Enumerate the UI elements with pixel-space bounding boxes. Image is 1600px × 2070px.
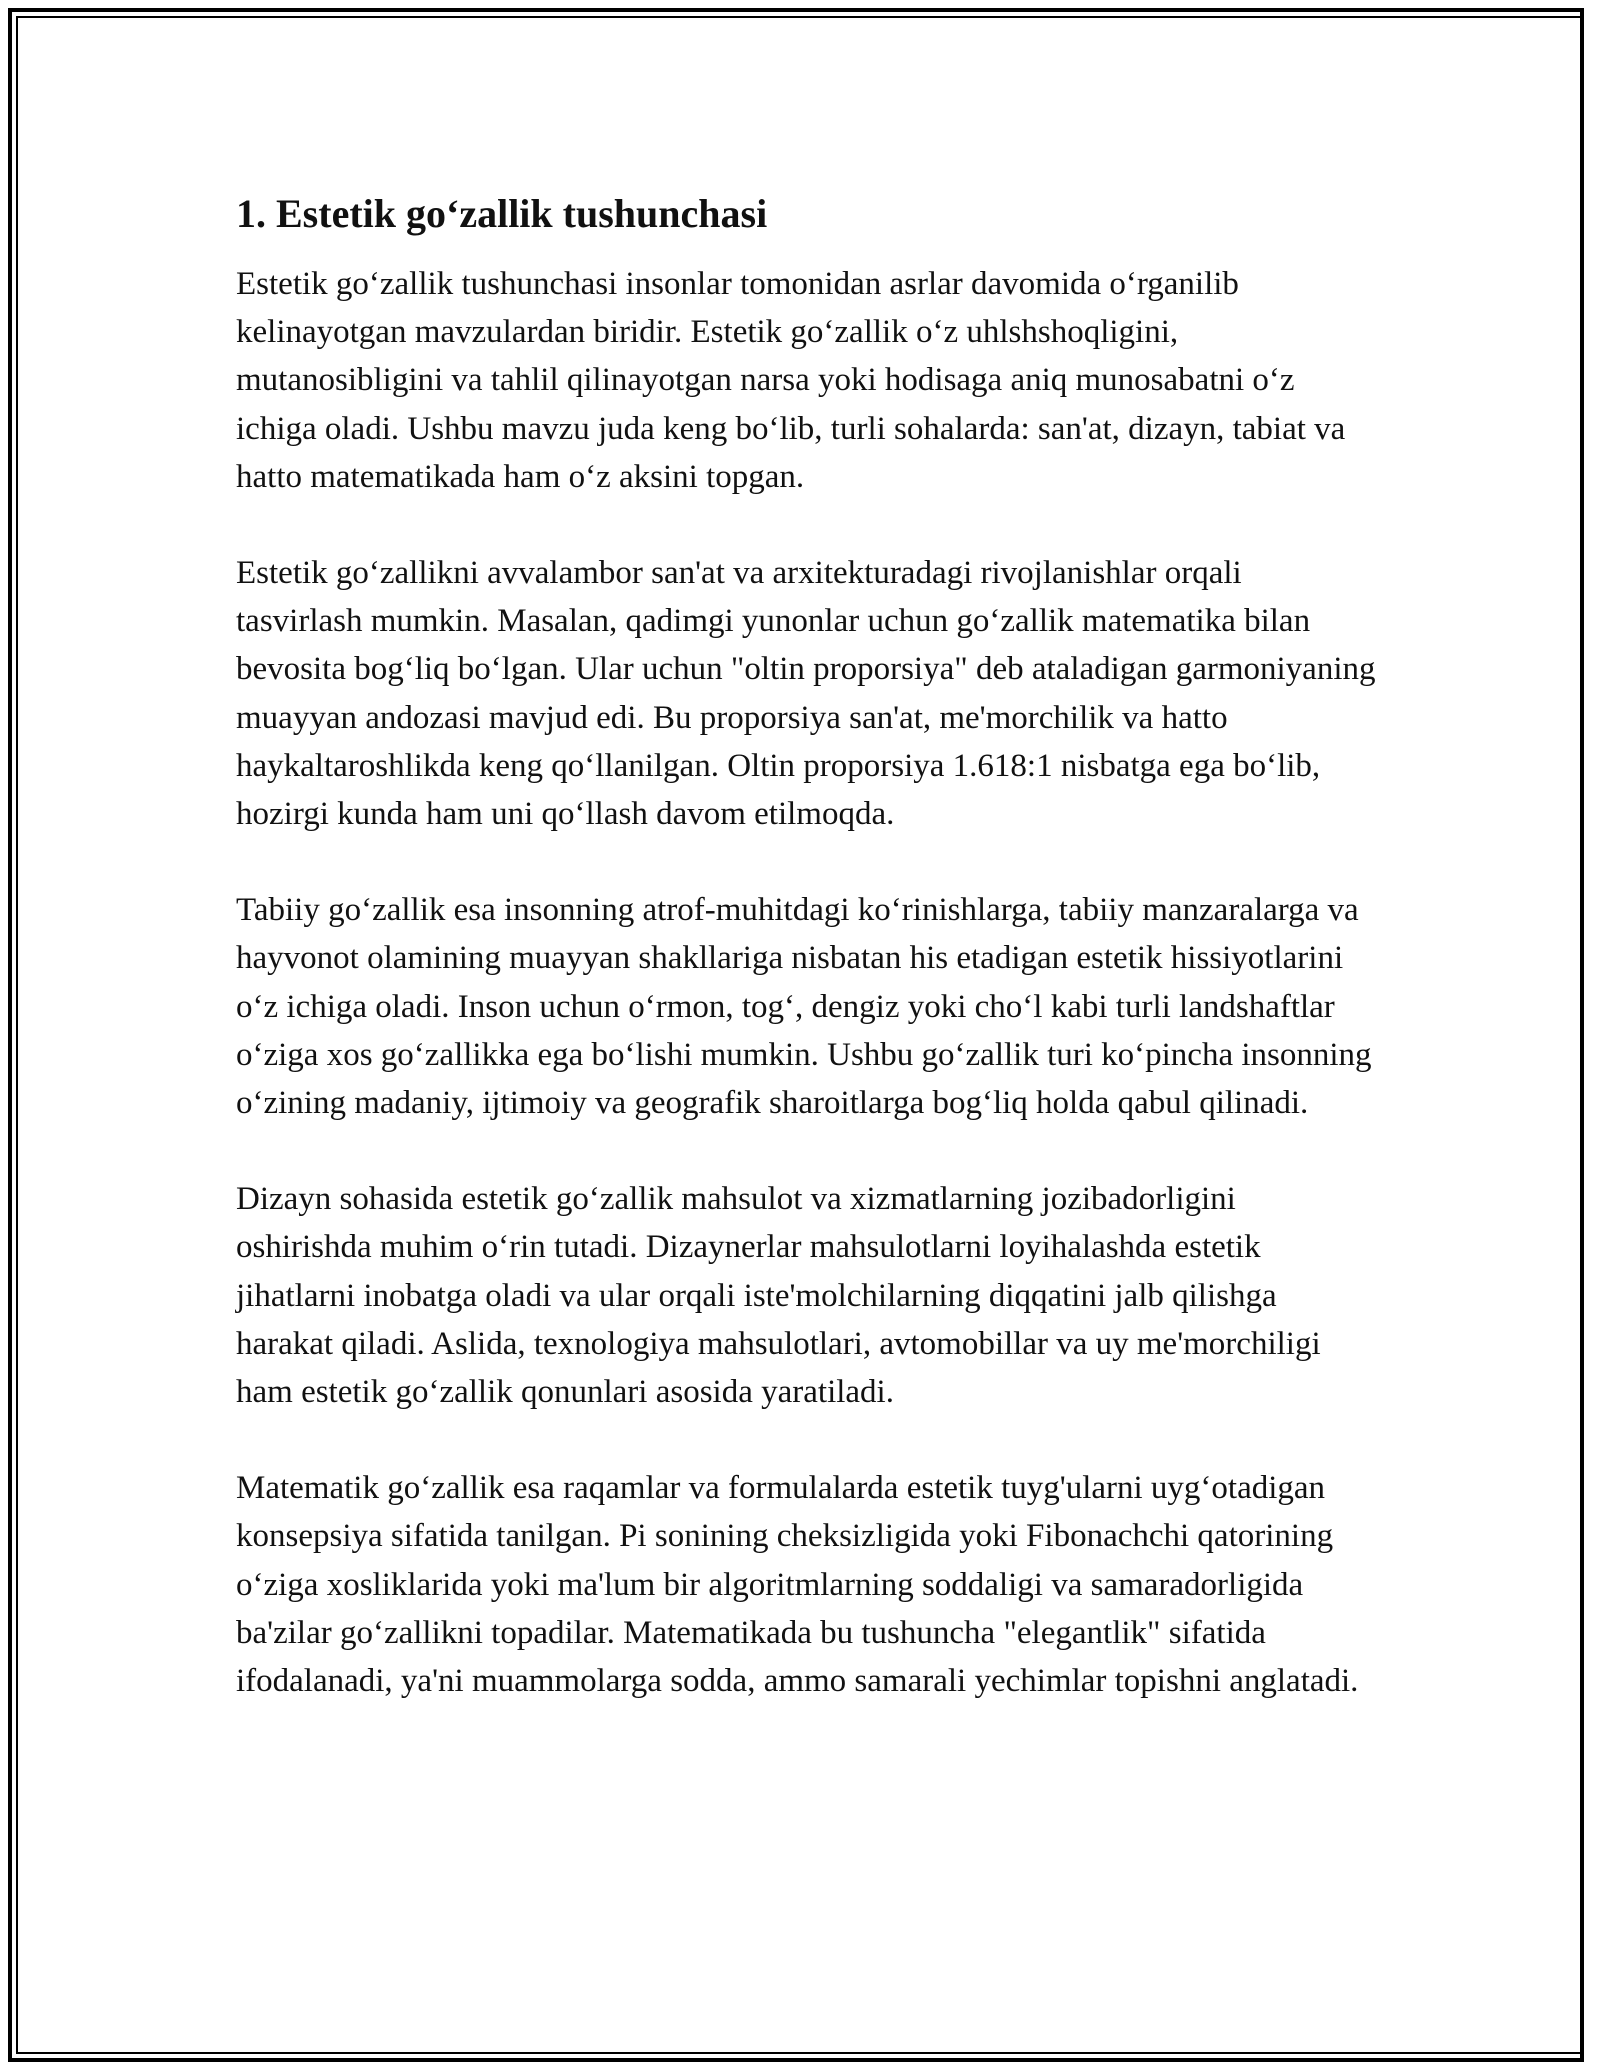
paragraph-mathematical-beauty: Matematik go‘zallik esa raqamlar va formulalarda estetik tuyg'ularni uyg‘otadigan konsepsiya sifatida tanilgan. Pi sonining cheksizligida yoki Fibonachchi qatorining o‘ziga xosliklarida yoki ma'lum bir algoritmlarning soddaligi va samaradorligida ba'zilar go‘zallikni topadilar. Matematikada bu tushuncha "elegantlik" sifatida ifodalanadi, ya'ni muammolarga sodda, ammo samarali yechimlar topishni anglatadi.: [236, 1470, 1359, 1700]
paragraph-art-architecture: Estetik go‘zallikni avvalambor san'at va arxitekturadagi rivojlanishlar orqali tasvirlash mumkin. Masalan, qadimgi yunonlar uchun go‘zallik matematika bilan bevosita bog‘liq bo‘lgan. Ular uchun "oltin proporsiya" deb ataladigan garmoniyaning muayyan andozasi mavjud edi. Bu proporsiya san'at, me'morchilik va hatto haykaltaroshlikda keng qo‘llanilgan. Oltin proporsiya 1.618:1 nisbatga ega bo‘lib, hozirgi kunda ham uni qo‘llash davom etilmoqda.: [236, 555, 1376, 833]
paragraph-aesthetic-beauty-concept: Estetik go‘zallik tushunchasi insonlar tomonidan asrlar davomida o‘rganilib kelinayotgan mavzulardan biridir. Estetik go‘zallik o‘z uhlshshoqligini, mutanosibligini va tahlil qilinayotgan narsa yoki hodisaga aniq munosabatni o‘z ichiga oladi. Ushbu mavzu juda keng bo‘lib, turli sohalarda: san'at, dizayn, tabiat va hatto matematikada ham o‘z aksini topgan.: [236, 266, 1346, 495]
paragraph-natural-beauty: Tabiiy go‘zallik esa insonning atrof-muhitdagi ko‘rinishlarga, tabiiy manzaralarga va hayvonot olamining muayyan shakllariga nisbatan his etadigan estetik hissiyotlarini o‘z ichiga oladi. Inson uchun o‘rmon, tog‘, dengiz yoki cho‘l kabi turli landshaftlar o‘ziga xos go‘zallikka ega bo‘lishi mumkin. Ushbu go‘zallik turi ko‘pincha insonning o‘zining madaniy, ijtimoiy va geografik sharoitlarga bog‘liq holda qabul qilinadi.: [236, 892, 1372, 1122]
section-heading: 1. Estetik go‘zallik tushunchasi: [236, 191, 768, 236]
paragraph-design-beauty: Dizayn sohasida estetik go‘zallik mahsulot va xizmatlarning jozibadorligini oshirishda muhim o‘rin tutadi. Dizaynerlar mahsulotlarni loyihalashda estetik jihatlarni inobatga oladi va ular orqali iste'molchilarning diqqatini jalb qilishga harakat qiladi. Aslida, texnologiya mahsulotlari, avtomobillar va uy me'morchiligi ham estetik go‘zallik qonunlari asosida yaratiladi.: [236, 1181, 1321, 1411]
document-body: [236, 190, 1376, 1753]
